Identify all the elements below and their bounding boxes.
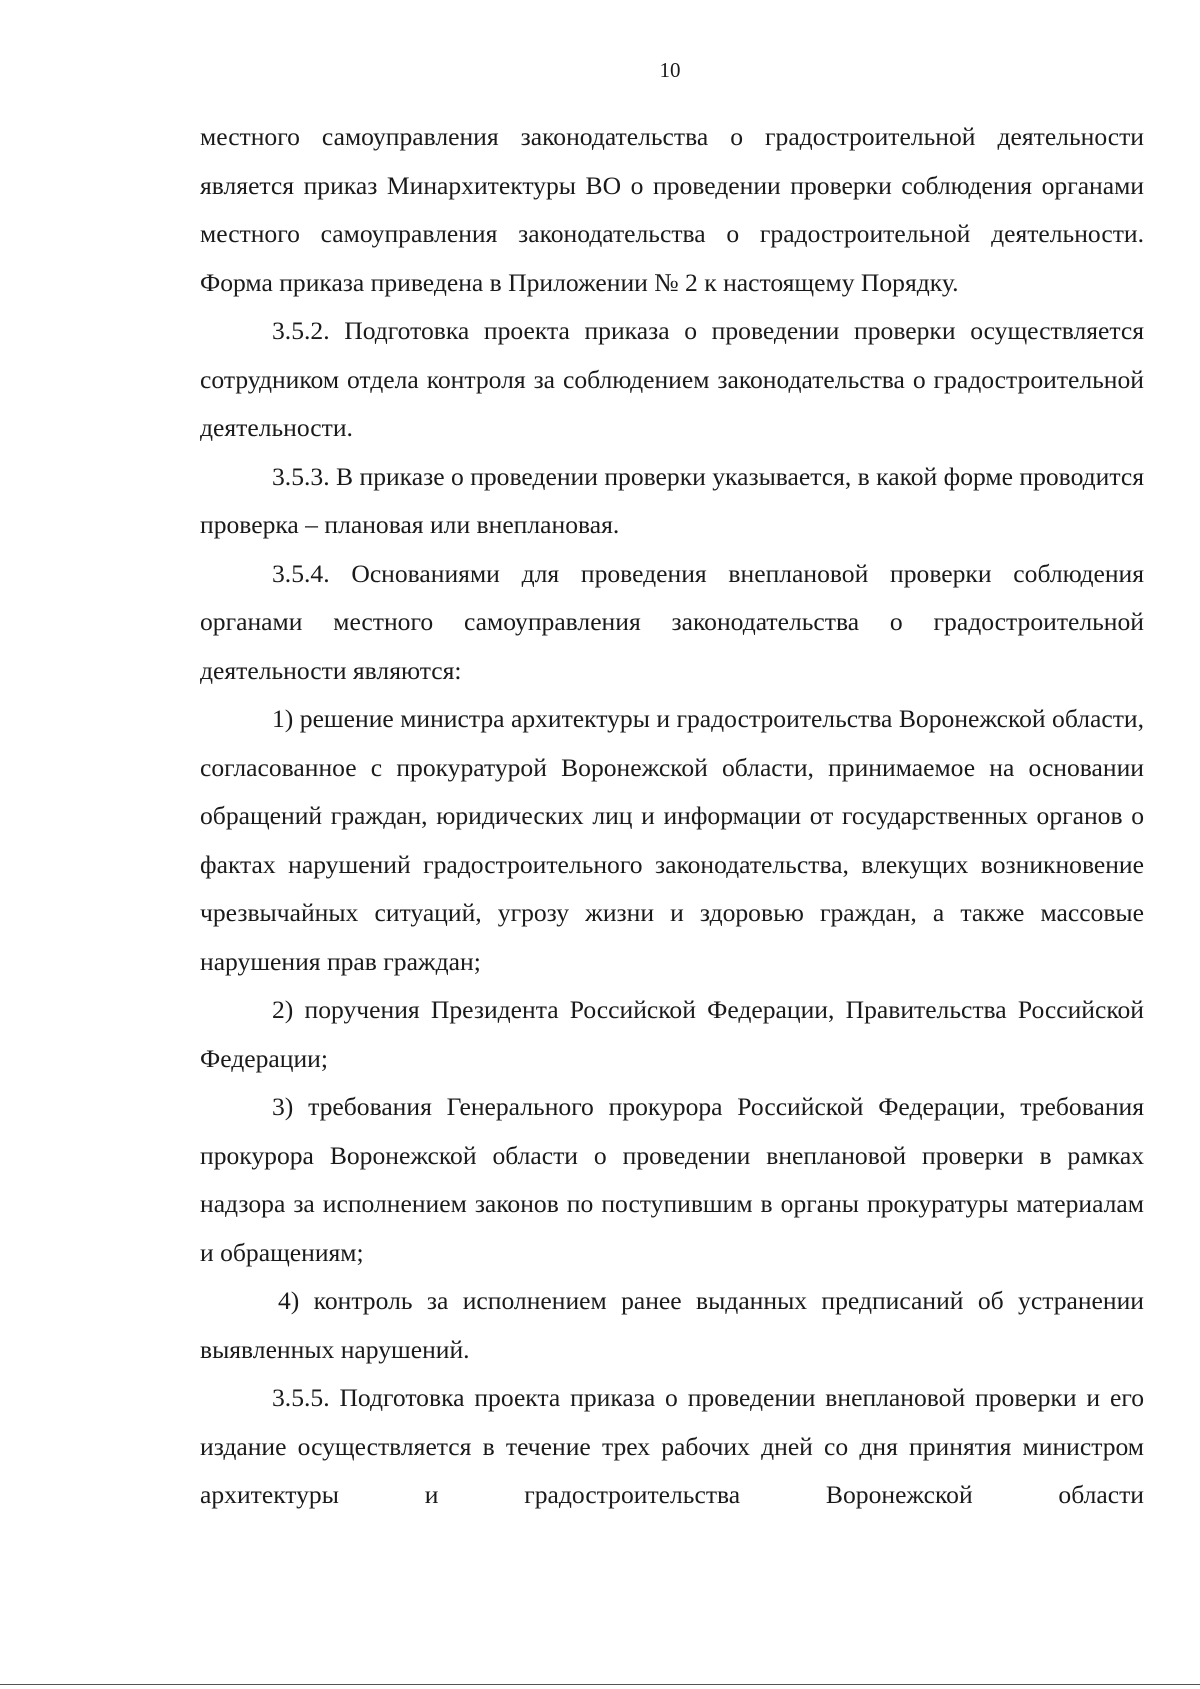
paragraph-3-5-4: 3.5.4. Основаниями для проведения внеплановой проверки соблюдения органами местного самоуправления законодательства о градостроительной деятельности являются:	[200, 558, 1144, 685]
paragraph-3-5-2: 3.5.2. Подготовка проекта приказа о проведении проверки осуществляется сотрудником отдела контроля за соблюдением законодательства о градостроительной деятельности.	[200, 316, 1144, 442]
paragraph-3-5-5: 3.5.5. Подготовка проекта приказа о проведении внеплановой проверки и его издание осуществляется в течение трех рабочих дней со дня принятия министром архитектуры и градостроительства Воронежской области	[200, 1383, 1144, 1509]
list-item-4: 4) контроль за исполнением ранее выданных предписаний об устранении выявленных нарушений.	[200, 1286, 1144, 1364]
list-item-1: 1) решение министра архитектуры и градостроительства Воронежской области, согласованное с прокуратурой Воронежской области, принимаемое на основании обращений граждан, юридических лиц и информации от государственных органов о фактах нарушений градостроительного законодательства, влекущих возникновение чрезвычайных ситуаций, угрозу жизни и здоровью граждан, а также массовые нарушения прав граждан;	[200, 704, 1144, 976]
page-bottom-rule	[0, 1684, 1200, 1685]
paragraph-continuation: местного самоуправления законодательства о градостроительной деятельности является приказ Минархитектуры ВО о проведении проверки соблюдения органами местного самоуправления законодательства о градостроительной деятельности. Форма приказа приведена в Приложении № 2 к настоящему Порядку.	[200, 122, 1144, 297]
list-item-2: 2) поручения Президента Российской Федерации, Правительства Российской Федерации;	[200, 995, 1144, 1073]
document-body	[200, 113, 1144, 1520]
page-number: 10	[659, 58, 681, 82]
paragraph-3-5-3: 3.5.3. В приказе о проведении проверки указывается, в какой форме проводится проверка – плановая или внеплановая.	[200, 461, 1144, 539]
list-item-3: 3) требования Генерального прокурора Российской Федерации, требования прокурора Воронежской области о проведении внеплановой проверки в рамках надзора за исполнением законов по поступившим в органы прокуратуры материалам и обращениям;	[200, 1092, 1144, 1267]
